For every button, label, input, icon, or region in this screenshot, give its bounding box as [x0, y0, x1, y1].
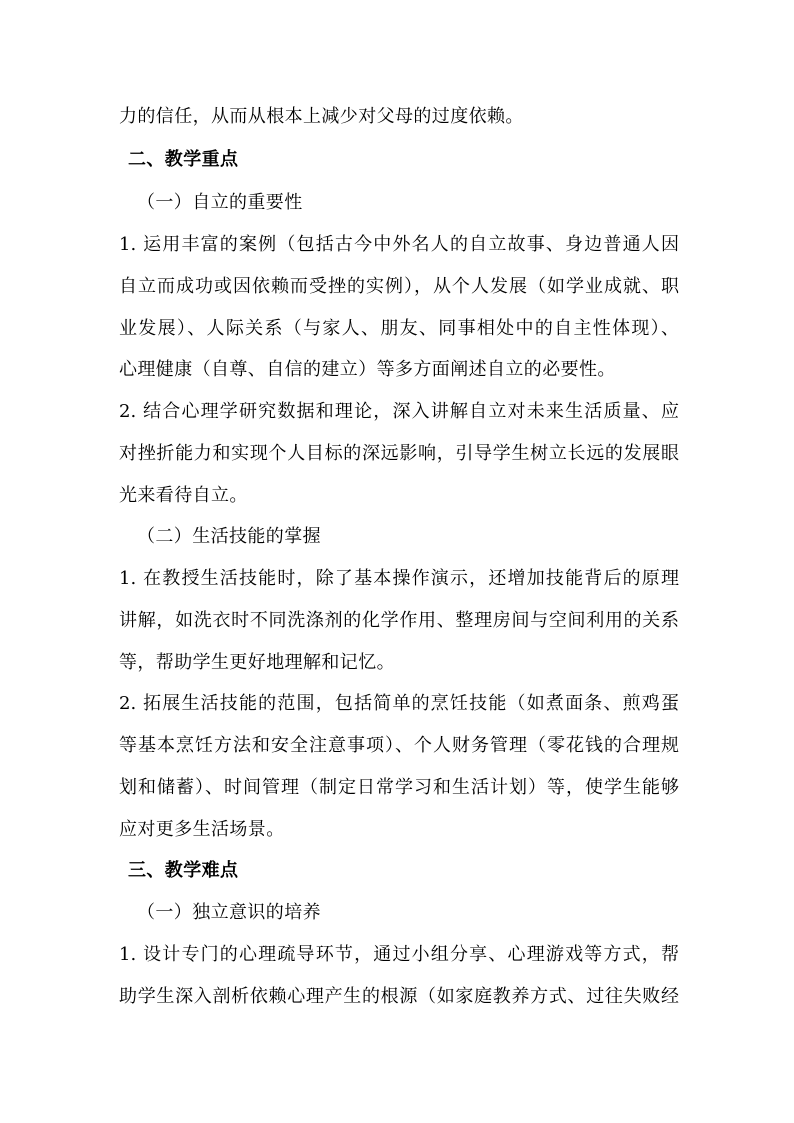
paragraph-line: 划和储蓄）、时间管理（制定日常学习和生活计划）等，使学生能够: [119, 777, 679, 798]
subsection-heading-importance-of-independence: （一）自立的重要性: [137, 192, 303, 213]
paragraph-line: 助学生深入剖析依赖心理产生的根源（如家庭教养方式、过往失败经: [119, 986, 679, 1007]
paragraph-line: 1. 设计专门的心理疏导环节，通过小组分享、心理游戏等方式，帮: [119, 944, 679, 965]
paragraph-line: 应对更多生活场景。: [119, 819, 285, 840]
subsection-heading-life-skills: （二）生活技能的掌握: [137, 526, 321, 547]
paragraph-line: 1. 在教授生活技能时，除了基本操作演示，还增加技能背后的原理: [119, 568, 679, 589]
section-heading-teaching-difficulty: 三、教学难点: [128, 860, 239, 881]
paragraph-line: 2. 结合心理学研究数据和理论，深入讲解自立对未来生活质量、应: [119, 401, 679, 422]
paragraph-line: 等基本烹饪方法和安全注意事项）、个人财务管理（零花钱的合理规: [119, 735, 679, 756]
subsection-heading-independence-awareness: （一）独立意识的培养: [137, 902, 321, 923]
paragraph-line: 对挫折能力和实现个人目标的深远影响，引导学生树立长远的发展眼: [119, 443, 679, 464]
paragraph-line: 业发展）、人际关系（与家人、朋友、同事相处中的自主性体现）、: [119, 318, 679, 339]
paragraph-line: 力的信任，从而从根本上减少对父母的过度依赖。: [119, 106, 524, 127]
paragraph-line: 光来看待自立。: [119, 485, 248, 506]
paragraph-line: 自立而成功或因依赖而受挫的实例），从个人发展（如学业成就、职: [119, 276, 679, 297]
paragraph-line: 讲解，如洗衣时不同洗涤剂的化学作用、整理房间与空间利用的关系: [119, 610, 679, 631]
paragraph-line: 1. 运用丰富的案例（包括古今中外名人的自立故事、身边普通人因: [119, 234, 679, 255]
paragraph-line: 2. 拓展生活技能的范围，包括简单的烹饪技能（如煮面条、煎鸡蛋: [119, 693, 679, 714]
paragraph-line: 心理健康（自尊、自信的建立）等多方面阐述自立的必要性。: [119, 359, 616, 380]
section-heading-teaching-focus: 二、教学重点: [128, 149, 239, 170]
paragraph-line: 等，帮助学生更好地理解和记忆。: [119, 652, 395, 673]
